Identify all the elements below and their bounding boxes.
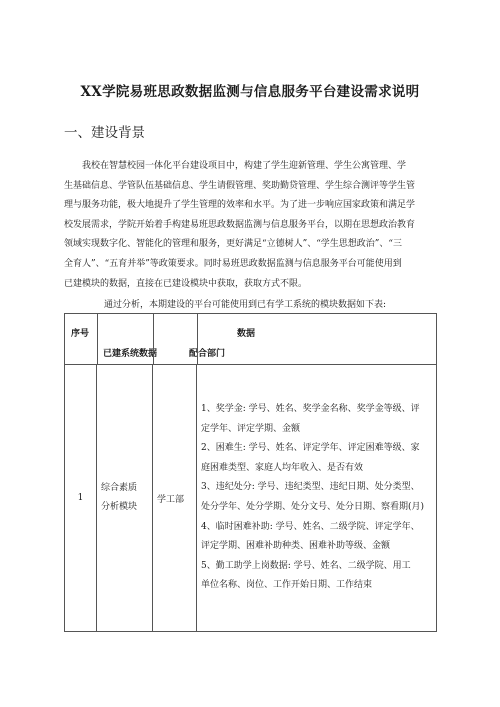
data-line: 单位名称、岗位、工作开始日期、工作结束: [201, 580, 373, 591]
module-name-line: 分析模块: [101, 502, 138, 512]
paragraph-line: 我校在智慧校园一体化平台建设项目中，构建了学生迎新管理、学生公寓管理、学: [82, 161, 407, 171]
row-data: [197, 365, 437, 632]
table-row: [65, 365, 437, 632]
data-line: 定学年、评定学期、金额: [201, 423, 301, 434]
row-dept: 学工部: [153, 365, 197, 632]
module-name-line: 综合素质: [101, 483, 138, 493]
row-module: [97, 365, 153, 632]
document-title: XX学院易班思政数据监测与信息服务平台建设需求说明: [80, 84, 420, 100]
header-data: 数据: [237, 329, 256, 339]
paragraph-line: 已建模块的数据，直接在已建设模块中获取，获取方式不限。: [64, 278, 308, 289]
header-built-system-data: 已建系统数据: [103, 349, 158, 359]
paragraph-line: 理与服务功能，极大地提升了学生管理的效率和水平。为了进一步响应国家政策和满足学: [64, 200, 416, 211]
data-line: 4、临时困难补助: 学号、姓名、二级学院、评定学年、: [201, 521, 420, 532]
header-coop-dept: 配合部门: [189, 349, 226, 359]
section-heading-background: 一、建设背景: [64, 125, 145, 141]
table-header-row: [65, 314, 437, 365]
background-paragraph: [64, 157, 436, 294]
data-line: 评定学期、困难补助种类、困难补助等级、金额: [201, 541, 391, 552]
paragraph-line: 全育人”、“五育并举”等政策要求。同时易班思政数据监测与信息服务平台可能使用到: [64, 258, 402, 269]
data-line: 处分学年、处分学期、处分文号、处分日期、察看期(月): [201, 502, 425, 512]
paragraph-line: 领域实现数字化、智能化的管理和服务，更好满足“立德树人”、“学生思想政治”、“三: [64, 239, 403, 250]
paragraph-line: 生基础信息、学管队伍基础信息、学生请假管理、奖助勤贷管理、学生综合测评等学生管: [64, 180, 416, 191]
data-line: 2、困难生: 学号、姓名、评定学年、评定困难等级、家: [201, 443, 420, 454]
row-seq: 1: [65, 365, 97, 632]
header-seq: 序号: [71, 329, 90, 339]
header-column-dividers: [65, 314, 437, 364]
data-line: 1、奖学金: 学号、姓名、奖学金名称、奖学金等级、评: [201, 404, 420, 415]
data-line: 5、勤工助学上岗数据: 学号、姓名、二级学院、用工: [201, 560, 411, 571]
table-intro-text: 通过分析，本期建设的平台可能使用到已有学工系统的模块数据如下表:: [104, 300, 387, 310]
paragraph-line: 校发展需求，学院开始着手构建易班思政数据监测与信息服务平台，以期在思想政治教育: [64, 219, 416, 230]
module-data-table: [64, 313, 437, 632]
data-line: 3、违纪处分: 学号、违纪类型、违纪日期、处分类型、: [201, 482, 420, 493]
data-line: 庭困难类型、家庭人均年收入、是否有效: [201, 462, 364, 473]
